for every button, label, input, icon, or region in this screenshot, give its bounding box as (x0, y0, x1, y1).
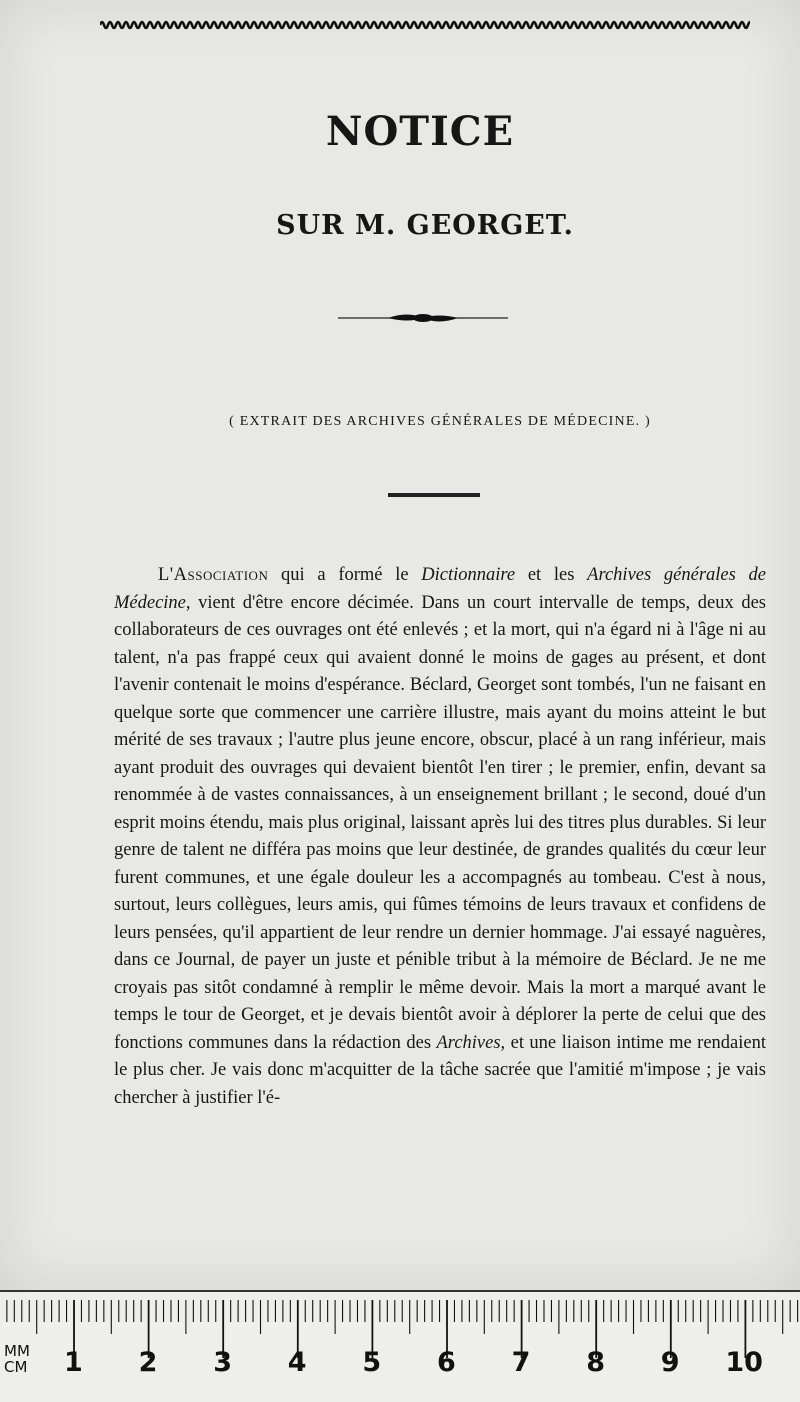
ruler-number: 5 (362, 1347, 382, 1378)
italic-archives-title: Archives générales de Médecine (114, 565, 766, 613)
ruler-number: 7 (511, 1347, 531, 1378)
divider-ornament (338, 308, 508, 328)
ruler-number: 8 (586, 1347, 605, 1378)
ruler-number: 1 (64, 1347, 83, 1378)
short-divider (388, 493, 480, 497)
ruler-number: 4 (287, 1347, 307, 1378)
italic-archives: Archives (436, 1032, 501, 1053)
body-segment: , vient d'être encore décimée. Dans un court intervalle de temps, deux des collaborateurs de ces ouvrages ont été enlevés ; et la mort, qui n'a égard ni à l'âge ni au talent, n'a pas frappé ceux qui avaient donné le moins de gages au présent, et dont l'avenir contenait le moins d'espérance. Béclard, Georget sont tombés, l'un ne faisant en quelque sorte que commencer une carrière illustre, mais ayant du moins atteint le but mérité de ses travaux ; l'autre plus jeune encore, obscur, placé à un rang inférieur, mais ayant produit des ouvrages qui devaient bientôt l'en tirer ; le premier, enfin, devant sa renommée à de vastes connaissances, à un enseignement brillant ; le second, doué d'un esprit moins étendu, mais plus original, laissant après lui des titres plus durables. Si leur genre de talent ne différa pas moins que leur destinée, de grandes qualités du cœur leur furent communes, et une égale douleur les a accompagnés au tombeau. C'est à nous, surtout, leurs collègues, leurs amis, qui fûmes témoins de leurs travaux et confidens de leurs pensées, qu'il appartient de leur rendre un dernier hommage. J'ai essayé naguères, dans ce Journal, de payer un juste et pénible tribut à la mémoire de Béclard. Je ne me croyais pas sitôt condamné à remplir le même devoir. Mais la mort a marqué avant le temps le tour de Georget, et je devais bientôt avoir à déplorer la perte de celui que des fonctions communes dans la rédaction des (114, 592, 766, 1053)
ruler-number: 6 (437, 1347, 456, 1378)
ruler-label-mm: MM (4, 1342, 30, 1360)
ruler-number: 3 (213, 1347, 232, 1378)
wavy-border-ornament (100, 18, 750, 32)
ruler-label-cm: CM (4, 1358, 28, 1376)
body-paragraph (114, 562, 766, 1112)
page-subtitle: SUR M. GEORGET. (276, 210, 574, 241)
source-note: ( EXTRAIT DES ARCHIVES GÉNÉRALES DE MÉDECINE. ) (229, 414, 651, 429)
body-segment: et les (515, 565, 588, 585)
ruler-ticks (0, 1292, 800, 1402)
measuring-ruler (0, 1290, 800, 1402)
body-segment: qui a formé le (268, 565, 422, 585)
ruler-number: 9 (660, 1347, 680, 1378)
body-segment: , et une liaison intime me rendaient le plus cher. Je vais donc m'acquitter de la tâche sacrée que l'amitié m'impose ; je vais chercher à justifier l'é- (114, 1032, 767, 1108)
lead-word: L'Association (158, 565, 269, 585)
ruler-number: 2 (138, 1347, 158, 1378)
page-title: NOTICE (325, 108, 515, 155)
ruler-number: 10 (725, 1347, 763, 1378)
italic-dictionnaire: Dictionnaire (421, 565, 516, 585)
